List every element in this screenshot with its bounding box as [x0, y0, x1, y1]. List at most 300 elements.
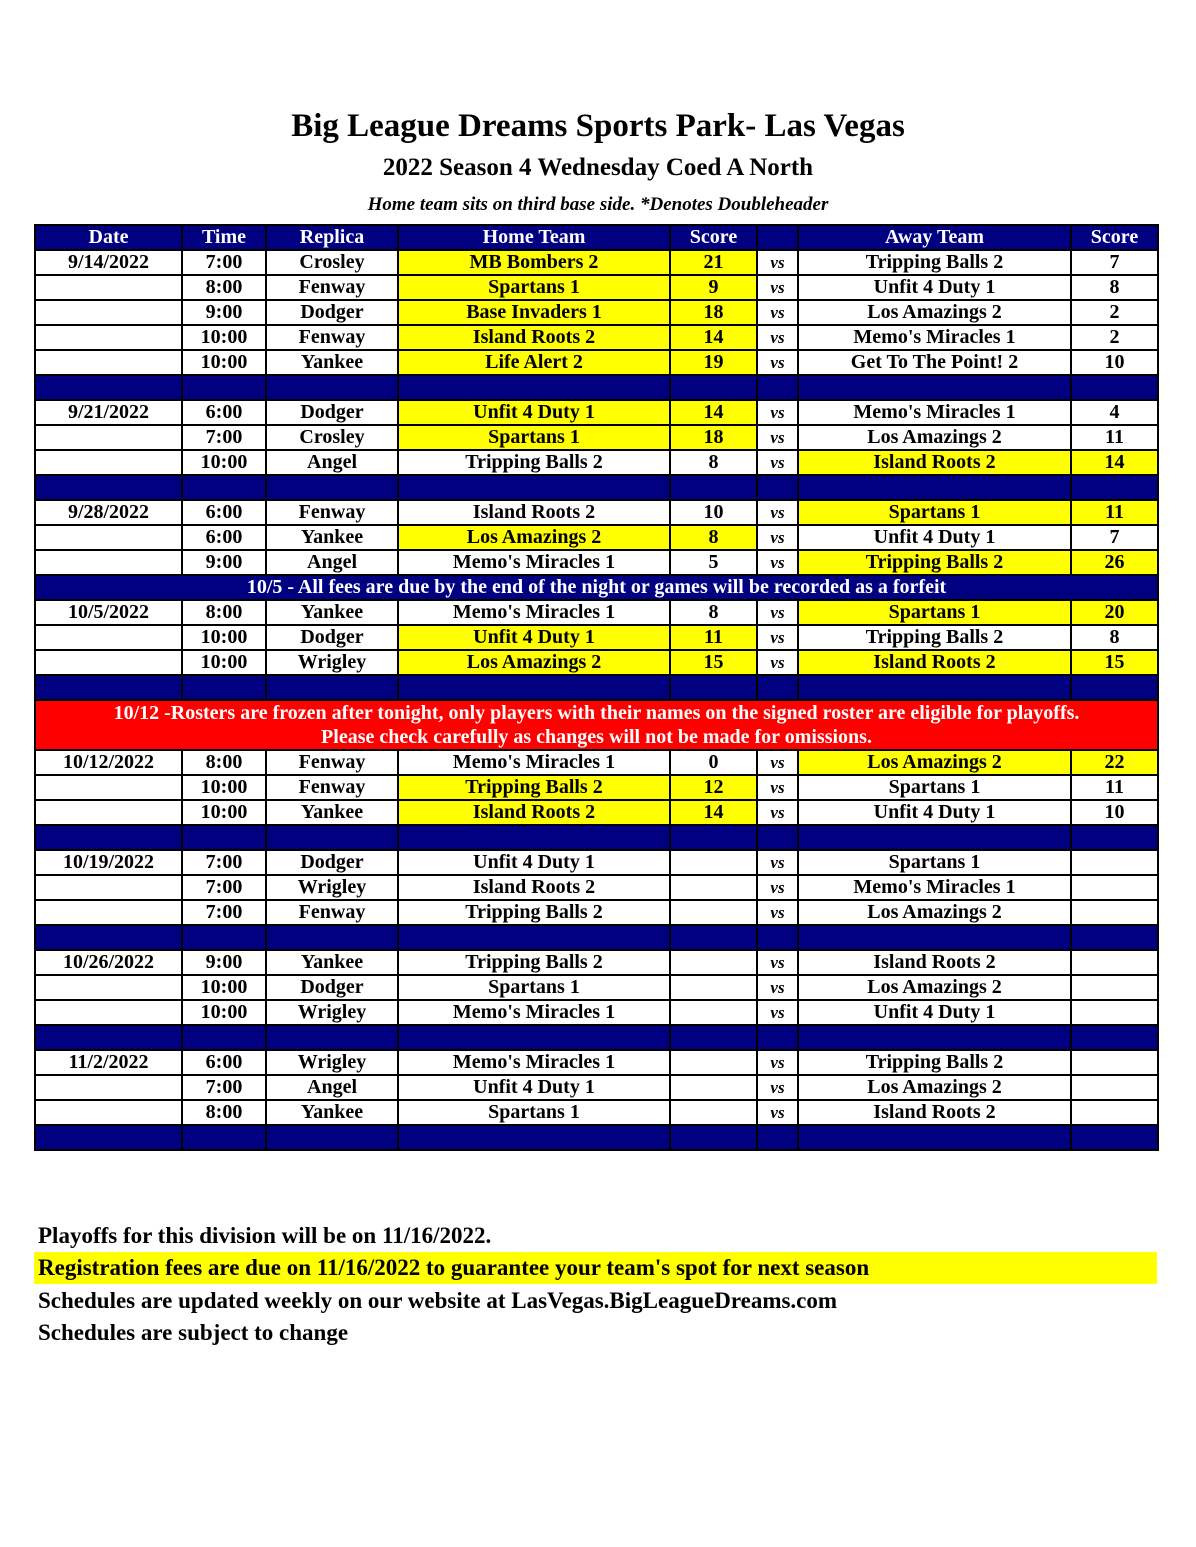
game-row: [35, 425, 1158, 450]
game-row: [35, 775, 1158, 800]
spacer-cell: [266, 675, 398, 700]
home-team: Unfit 4 Duty 1: [398, 850, 670, 875]
away-team: Unfit 4 Duty 1: [798, 525, 1071, 550]
away-team: Memo's Miracles 1: [798, 400, 1071, 425]
game-time: 8:00: [182, 275, 266, 300]
vs-label: vs: [757, 650, 798, 675]
spacer-cell: [35, 1025, 182, 1050]
registration-note: Registration fees are due on 11/16/2022 to guarantee your team's spot for next season: [34, 1252, 1157, 1284]
spacer-cell: [1071, 1025, 1158, 1050]
game-date: 9/21/2022: [35, 400, 182, 425]
spacer-cell: [398, 375, 670, 400]
spacer-cell: [670, 825, 757, 850]
spacer-cell: [757, 925, 798, 950]
game-replica: Dodger: [266, 625, 398, 650]
away-score: 14: [1071, 450, 1158, 475]
game-time: 7:00: [182, 850, 266, 875]
notice-row: [35, 575, 1158, 600]
column-header-away-team: Away Team: [798, 225, 1071, 250]
spacer-cell: [398, 475, 670, 500]
game-replica: Angel: [266, 550, 398, 575]
vs-label: vs: [757, 950, 798, 975]
game-time: 6:00: [182, 400, 266, 425]
game-row: [35, 400, 1158, 425]
game-time: 9:00: [182, 550, 266, 575]
spacer-row: [35, 675, 1158, 700]
vs-label: vs: [757, 425, 798, 450]
home-team: Island Roots 2: [398, 800, 670, 825]
away-team: Los Amazings 2: [798, 425, 1071, 450]
game-time: 10:00: [182, 650, 266, 675]
vs-label: vs: [757, 1000, 798, 1025]
spacer-cell: [798, 1125, 1071, 1150]
away-score: [1071, 1050, 1158, 1075]
home-team: Base Invaders 1: [398, 300, 670, 325]
vs-label: vs: [757, 350, 798, 375]
spacer-cell: [1071, 925, 1158, 950]
spacer-cell: [182, 1025, 266, 1050]
game-replica: Crosley: [266, 250, 398, 275]
home-score: [670, 1000, 757, 1025]
column-header-time: Time: [182, 225, 266, 250]
game-row: [35, 875, 1158, 900]
vs-label: vs: [757, 550, 798, 575]
game-replica: Dodger: [266, 975, 398, 1000]
vs-label: vs: [757, 800, 798, 825]
vs-label: vs: [757, 900, 798, 925]
away-score: 10: [1071, 350, 1158, 375]
game-date: [35, 525, 182, 550]
game-time: 6:00: [182, 525, 266, 550]
spacer-cell: [670, 925, 757, 950]
game-time: 7:00: [182, 1075, 266, 1100]
spacer-cell: [182, 475, 266, 500]
spacer-row: [35, 825, 1158, 850]
game-replica: Fenway: [266, 775, 398, 800]
vs-label: vs: [757, 625, 798, 650]
home-score: 18: [670, 300, 757, 325]
away-score: 7: [1071, 525, 1158, 550]
game-replica: Fenway: [266, 900, 398, 925]
website-note: Schedules are updated weekly on our website at LasVegas.BigLeagueDreams.com: [38, 1288, 838, 1313]
game-replica: Dodger: [266, 850, 398, 875]
game-date: 10/5/2022: [35, 600, 182, 625]
game-replica: Crosley: [266, 425, 398, 450]
spacer-cell: [757, 1125, 798, 1150]
schedule-body: [35, 250, 1158, 1150]
game-time: 8:00: [182, 1100, 266, 1125]
away-team: Unfit 4 Duty 1: [798, 1000, 1071, 1025]
away-score: [1071, 950, 1158, 975]
game-date: [35, 325, 182, 350]
spacer-cell: [757, 375, 798, 400]
home-score: 9: [670, 275, 757, 300]
game-date: [35, 550, 182, 575]
spacer-cell: [798, 675, 1071, 700]
page-title: Big League Dreams Sports Park- Las Vegas: [291, 108, 905, 144]
vs-label: vs: [757, 400, 798, 425]
game-row: [35, 650, 1158, 675]
spacer-cell: [670, 675, 757, 700]
home-team: Island Roots 2: [398, 500, 670, 525]
away-score: 7: [1071, 250, 1158, 275]
away-score: [1071, 1075, 1158, 1100]
home-score: [670, 975, 757, 1000]
game-replica: Fenway: [266, 750, 398, 775]
game-date: [35, 975, 182, 1000]
alert-line-1: 10/12 -Rosters are frozen after tonight, only players with their names on the signed roster are eligible for playoffs.: [113, 702, 1080, 724]
away-score: 8: [1071, 625, 1158, 650]
game-time: 10:00: [182, 800, 266, 825]
game-replica: Fenway: [266, 500, 398, 525]
spacer-cell: [182, 1125, 266, 1150]
home-score: 8: [670, 600, 757, 625]
home-team: Memo's Miracles 1: [398, 750, 670, 775]
spacer-cell: [1071, 475, 1158, 500]
spacer-cell: [182, 675, 266, 700]
spacer-cell: [670, 1025, 757, 1050]
away-team: Island Roots 2: [798, 1100, 1071, 1125]
home-score: [670, 850, 757, 875]
away-score: [1071, 875, 1158, 900]
spacer-cell: [670, 375, 757, 400]
game-row: [35, 500, 1158, 525]
game-date: [35, 900, 182, 925]
spacer-cell: [398, 1025, 670, 1050]
game-row: [35, 750, 1158, 775]
spacer-cell: [757, 825, 798, 850]
spacer-cell: [398, 675, 670, 700]
away-team: Spartans 1: [798, 600, 1071, 625]
game-time: 6:00: [182, 1050, 266, 1075]
away-team: Los Amazings 2: [798, 300, 1071, 325]
spacer-cell: [398, 925, 670, 950]
game-time: 10:00: [182, 1000, 266, 1025]
game-date: [35, 450, 182, 475]
vs-label: vs: [757, 600, 798, 625]
home-score: 15: [670, 650, 757, 675]
game-replica: Dodger: [266, 400, 398, 425]
game-date: [35, 625, 182, 650]
away-score: [1071, 1000, 1158, 1025]
game-replica: Wrigley: [266, 1050, 398, 1075]
away-team: Memo's Miracles 1: [798, 875, 1071, 900]
home-score: [670, 900, 757, 925]
home-score: 10: [670, 500, 757, 525]
column-header-away-score: Score: [1071, 225, 1158, 250]
game-date: 10/26/2022: [35, 950, 182, 975]
home-score: [670, 1100, 757, 1125]
spacer-cell: [266, 1125, 398, 1150]
game-row: [35, 1100, 1158, 1125]
home-team: Memo's Miracles 1: [398, 550, 670, 575]
column-header-home-score: Score: [670, 225, 757, 250]
home-team: Memo's Miracles 1: [398, 1000, 670, 1025]
away-team: Spartans 1: [798, 850, 1071, 875]
game-replica: Dodger: [266, 300, 398, 325]
game-date: [35, 1075, 182, 1100]
away-score: [1071, 1100, 1158, 1125]
home-score: 18: [670, 425, 757, 450]
home-score: 14: [670, 800, 757, 825]
away-score: 20: [1071, 600, 1158, 625]
away-score: 11: [1071, 775, 1158, 800]
spacer-cell: [266, 825, 398, 850]
spacer-cell: [798, 825, 1071, 850]
home-team: Island Roots 2: [398, 325, 670, 350]
game-date: [35, 1100, 182, 1125]
spacer-row: [35, 925, 1158, 950]
home-team: Life Alert 2: [398, 350, 670, 375]
game-date: 10/12/2022: [35, 750, 182, 775]
game-replica: Wrigley: [266, 650, 398, 675]
spacer-cell: [398, 825, 670, 850]
home-score: [670, 1075, 757, 1100]
notice-text: 10/5 - All fees are due by the end of the night or games will be recorded as a forfeit: [35, 575, 1158, 600]
home-team: Los Amazings 2: [398, 650, 670, 675]
away-score: 4: [1071, 400, 1158, 425]
game-row: [35, 450, 1158, 475]
home-score: [670, 875, 757, 900]
game-time: 7:00: [182, 900, 266, 925]
game-date: 11/2/2022: [35, 1050, 182, 1075]
schedule-table: [34, 224, 1159, 1151]
game-row: [35, 850, 1158, 875]
spacer-cell: [798, 1025, 1071, 1050]
spacer-cell: [35, 675, 182, 700]
home-team: Island Roots 2: [398, 875, 670, 900]
game-time: 8:00: [182, 600, 266, 625]
game-row: [35, 1000, 1158, 1025]
spacer-cell: [798, 475, 1071, 500]
vs-label: vs: [757, 450, 798, 475]
vs-label: vs: [757, 1100, 798, 1125]
game-date: [35, 800, 182, 825]
away-team: Get To The Point! 2: [798, 350, 1071, 375]
home-team: Unfit 4 Duty 1: [398, 1075, 670, 1100]
spacer-cell: [1071, 1125, 1158, 1150]
home-score: 0: [670, 750, 757, 775]
away-score: [1071, 975, 1158, 1000]
playoffs-note: Playoffs for this division will be on 11/16/2022.: [38, 1223, 492, 1248]
home-score: 5: [670, 550, 757, 575]
spacer-cell: [798, 375, 1071, 400]
home-score: 14: [670, 325, 757, 350]
game-time: 10:00: [182, 325, 266, 350]
game-date: [35, 650, 182, 675]
spacer-cell: [757, 675, 798, 700]
game-replica: Yankee: [266, 950, 398, 975]
spacer-cell: [798, 925, 1071, 950]
game-row: [35, 525, 1158, 550]
home-score: 12: [670, 775, 757, 800]
home-team: Unfit 4 Duty 1: [398, 625, 670, 650]
away-score: 2: [1071, 300, 1158, 325]
vs-label: vs: [757, 875, 798, 900]
spacer-cell: [35, 375, 182, 400]
alert-text: [35, 700, 1158, 750]
home-score: [670, 1050, 757, 1075]
spacer-cell: [35, 825, 182, 850]
home-score: 19: [670, 350, 757, 375]
away-team: Tripping Balls 2: [798, 1050, 1071, 1075]
away-team: Island Roots 2: [798, 650, 1071, 675]
away-team: Spartans 1: [798, 775, 1071, 800]
away-score: 11: [1071, 425, 1158, 450]
vs-label: vs: [757, 1050, 798, 1075]
spacer-row: [35, 475, 1158, 500]
game-row: [35, 600, 1158, 625]
spacer-cell: [182, 375, 266, 400]
home-score: 11: [670, 625, 757, 650]
vs-label: vs: [757, 250, 798, 275]
away-score: 2: [1071, 325, 1158, 350]
game-replica: Angel: [266, 450, 398, 475]
vs-label: vs: [757, 500, 798, 525]
home-score: 8: [670, 525, 757, 550]
away-team: Los Amazings 2: [798, 900, 1071, 925]
game-replica: Wrigley: [266, 1000, 398, 1025]
alert-line-2: Please check carefully as changes will not be made for omissions.: [321, 726, 872, 748]
game-date: [35, 350, 182, 375]
game-time: 7:00: [182, 250, 266, 275]
table-header-row: [35, 225, 1158, 250]
away-team: Los Amazings 2: [798, 750, 1071, 775]
game-replica: Yankee: [266, 350, 398, 375]
game-time: 10:00: [182, 775, 266, 800]
column-header-date: Date: [35, 225, 182, 250]
home-team: Tripping Balls 2: [398, 775, 670, 800]
home-team: Tripping Balls 2: [398, 450, 670, 475]
game-time: 10:00: [182, 450, 266, 475]
page-subtitle: 2022 Season 4 Wednesday Coed A North: [382, 154, 814, 181]
home-team: Tripping Balls 2: [398, 900, 670, 925]
away-team: Memo's Miracles 1: [798, 325, 1071, 350]
game-row: [35, 625, 1158, 650]
vs-label: vs: [757, 525, 798, 550]
column-header-home-team: Home Team: [398, 225, 670, 250]
spacer-cell: [35, 475, 182, 500]
home-team: Spartans 1: [398, 425, 670, 450]
vs-label: vs: [757, 750, 798, 775]
spacer-cell: [670, 1125, 757, 1150]
home-score: [670, 950, 757, 975]
game-replica: Yankee: [266, 1100, 398, 1125]
spacer-cell: [1071, 825, 1158, 850]
spacer-cell: [35, 1125, 182, 1150]
game-time: 9:00: [182, 950, 266, 975]
game-row: [35, 275, 1158, 300]
game-time: 7:00: [182, 875, 266, 900]
game-time: 8:00: [182, 750, 266, 775]
game-replica: Yankee: [266, 600, 398, 625]
vs-label: vs: [757, 850, 798, 875]
home-team: Spartans 1: [398, 275, 670, 300]
game-time: 9:00: [182, 300, 266, 325]
column-header-vs: [757, 225, 798, 250]
game-replica: Angel: [266, 1075, 398, 1100]
spacer-cell: [266, 925, 398, 950]
away-team: Los Amazings 2: [798, 1075, 1071, 1100]
game-row: [35, 300, 1158, 325]
game-date: 9/14/2022: [35, 250, 182, 275]
game-replica: Yankee: [266, 800, 398, 825]
spacer-row: [35, 1125, 1158, 1150]
game-date: [35, 425, 182, 450]
away-score: [1071, 900, 1158, 925]
away-score: 22: [1071, 750, 1158, 775]
game-date: 10/19/2022: [35, 850, 182, 875]
change-note: Schedules are subject to change: [38, 1320, 349, 1345]
spacer-cell: [398, 1125, 670, 1150]
game-date: 9/28/2022: [35, 500, 182, 525]
game-time: 6:00: [182, 500, 266, 525]
spacer-cell: [266, 1025, 398, 1050]
game-time: 10:00: [182, 625, 266, 650]
home-team: Los Amazings 2: [398, 525, 670, 550]
away-score: 8: [1071, 275, 1158, 300]
away-team: Tripping Balls 2: [798, 250, 1071, 275]
spacer-cell: [757, 475, 798, 500]
home-team: Tripping Balls 2: [398, 950, 670, 975]
game-replica: Fenway: [266, 325, 398, 350]
vs-label: vs: [757, 975, 798, 1000]
game-date: [35, 875, 182, 900]
vs-label: vs: [757, 775, 798, 800]
game-replica: Fenway: [266, 275, 398, 300]
home-team: Memo's Miracles 1: [398, 1050, 670, 1075]
home-team: Spartans 1: [398, 975, 670, 1000]
game-row: [35, 950, 1158, 975]
away-team: Los Amazings 2: [798, 975, 1071, 1000]
game-time: 10:00: [182, 975, 266, 1000]
game-date: [35, 1000, 182, 1025]
game-row: [35, 250, 1158, 275]
home-team: Unfit 4 Duty 1: [398, 400, 670, 425]
alert-row: [35, 700, 1158, 750]
game-row: [35, 550, 1158, 575]
away-team: Tripping Balls 2: [798, 625, 1071, 650]
game-row: [35, 1075, 1158, 1100]
game-time: 10:00: [182, 350, 266, 375]
away-team: Spartans 1: [798, 500, 1071, 525]
spacer-cell: [182, 925, 266, 950]
game-row: [35, 900, 1158, 925]
home-score: 14: [670, 400, 757, 425]
home-score: 21: [670, 250, 757, 275]
game-replica: Yankee: [266, 525, 398, 550]
home-team: Memo's Miracles 1: [398, 600, 670, 625]
game-row: [35, 325, 1158, 350]
game-row: [35, 975, 1158, 1000]
game-row: [35, 350, 1158, 375]
spacer-cell: [757, 1025, 798, 1050]
away-team: Unfit 4 Duty 1: [798, 800, 1071, 825]
spacer-row: [35, 1025, 1158, 1050]
column-header-replica: Replica: [266, 225, 398, 250]
game-row: [35, 1050, 1158, 1075]
spacer-cell: [1071, 375, 1158, 400]
home-score: 8: [670, 450, 757, 475]
vs-label: vs: [757, 1075, 798, 1100]
game-date: [35, 275, 182, 300]
spacer-row: [35, 375, 1158, 400]
spacer-cell: [1071, 675, 1158, 700]
home-team: MB Bombers 2: [398, 250, 670, 275]
game-row: [35, 800, 1158, 825]
vs-label: vs: [757, 325, 798, 350]
away-team: Tripping Balls 2: [798, 550, 1071, 575]
